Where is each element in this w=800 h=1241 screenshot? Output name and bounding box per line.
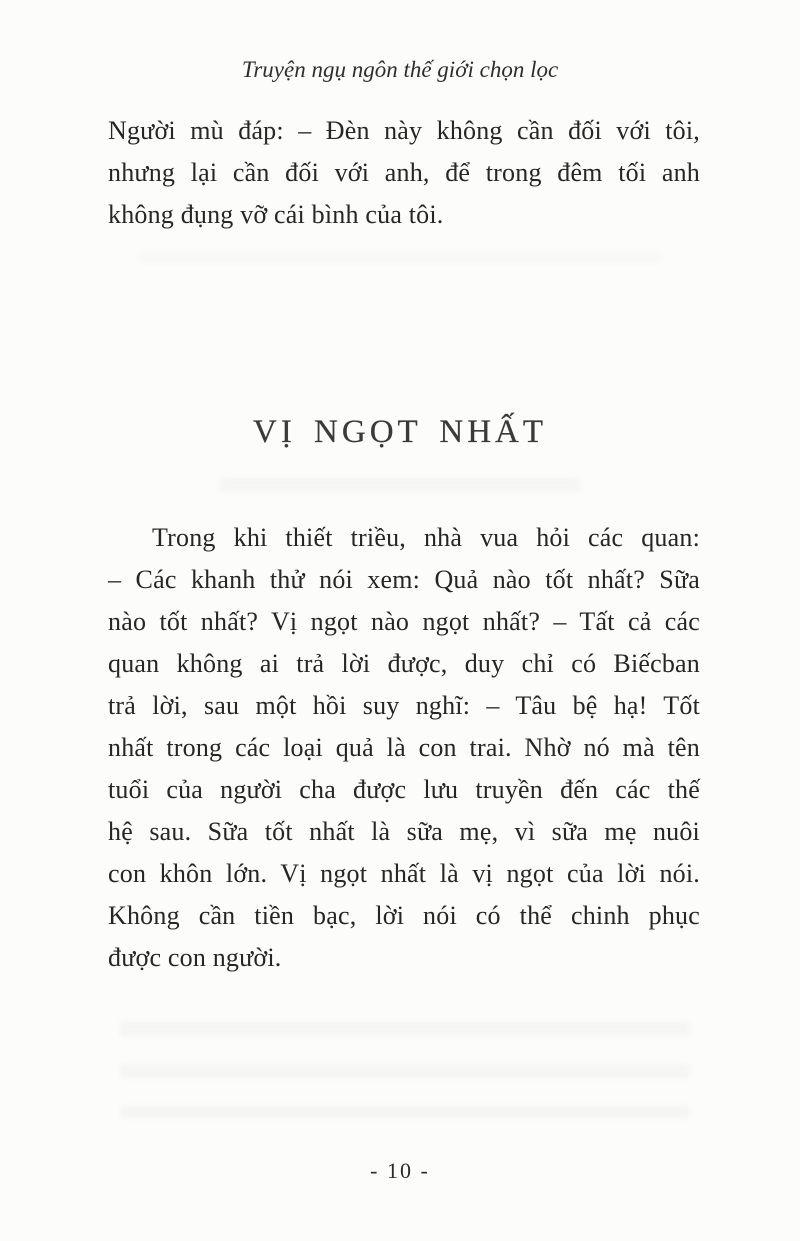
text-line: Người mù đáp: – Đèn này không cần đối với tôi, [108, 116, 700, 145]
show-through-smudge [120, 1022, 690, 1118]
story-title: VỊ NGỌT NHẤT [252, 414, 548, 450]
show-through-smudge [220, 478, 580, 506]
text-line: tuổi của người cha được lưu truyền đến các thế [108, 775, 700, 804]
text-line: – Các khanh thử nói xem: Quả nào tốt nhất? Sữa [108, 565, 700, 594]
story-paragraph [108, 517, 700, 979]
page-number: - 10 - [370, 1158, 430, 1183]
text-line: Không cần tiền bạc, lời nói có thể chinh phục [108, 901, 700, 930]
text-line: không đụng vỡ cái bình của tôi. [108, 200, 444, 229]
text-line: nhưng lại cần đối với anh, để trong đêm tối anh [108, 158, 700, 187]
text-line: được con người. [108, 943, 282, 972]
text-line: hệ sau. Sữa tốt nhất là sữa mẹ, vì sữa mẹ nuôi [108, 817, 700, 846]
running-title: Truyện ngụ ngôn thế giới chọn lọc [241, 57, 559, 82]
text-line: trả lời, sau một hồi suy nghĩ: – Tâu bệ hạ! Tốt [108, 691, 700, 720]
text-line: quan không ai trả lời được, duy chỉ có Biếcban [108, 649, 700, 678]
intro-paragraph [108, 110, 700, 236]
text-line: nào tốt nhất? Vị ngọt nào ngọt nhất? – Tất cả các [108, 607, 700, 636]
text-line: nhất trong các loại quả là con trai. Nhờ nó mà tên [108, 733, 700, 762]
text-line: con khôn lớn. Vị ngọt nhất là vị ngọt của lời nói. [108, 859, 700, 888]
show-through-smudge [140, 250, 660, 290]
text-line: Trong khi thiết triều, nhà vua hỏi các quan: [152, 523, 700, 552]
